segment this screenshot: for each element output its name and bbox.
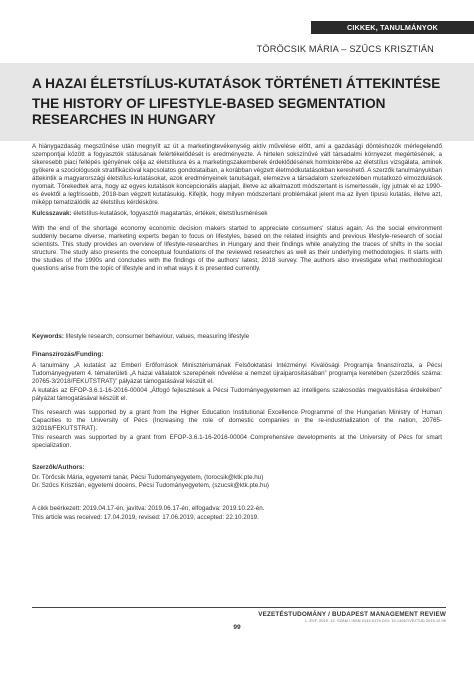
abstract-hungarian: A hiánygazdaság megszűnése után megnyílt az út a marketingtevékenység aktív művelése előtt, ami a gazdasági döntéshozók mérlegelendő szempontjai között a fogyasztók státusának felértékelődését is eredményezte. A hirtelen sokszínűvé vált társadalmi környezet megértésének, a sikeresebb piaci fellépés igényének célja az életstílusra és a marketingszakemberek érdeklődésének homlokterébe az életstílus vizsgálata, aminek gyökere a szociológusok stratifikációval kapcsolatos gondolataiban, a korábban végzett életmódkutatásokban kereshető. A szerzők tanulmányukban áttekintik a magyarországi életstílus-kutatásokat, azok eredményeinek tanulságait, elemezve a társadalom szerkezetében mutatkozó elmozdulások nyomait. Törekedtek arra, hogy az egyes kutatások koncepcionális alapjait, illetve az alkalmazott módszertant is ismertessék, így jutnak el az 1990-es évektől a legfrissebb, 2018-ban végzett kutatásukig. Kifejtik, hogy milyen módszertani problémákat jelent ma az ilyen típusú kutatás, illetve azt, miképp tematizálódik az életstílus kérdésköre. [32, 143, 442, 207]
abstract-english: With the end of the shortage economy economic decision makers started to appreciate consumers' status again. As the social environment suddenly became diverse, marketing experts began to focus on lifestyles, based on the related insights and previous lifestyle-research of social scientists. This study provides an overview of lifestyle-researches in Hungary and their findings while analyzing the traces of shifts in the social structure. The study also presents the conceptual foundations of the reviewed researches as well as their underlying methodologies. It starts with the studies of the 1990s and concludes with the findings of the authors' latest, 2018 survey. The authors also investigate what methodological questions arise from the topic of lifestyle and in what ways it is presented currently. [32, 225, 442, 273]
keywords-hungarian [32, 210, 442, 218]
funding-en-1: This research was supported by a grant from the Higher Education Institutional Excellence Programme of the Hungarian Ministry of Human Capacities to the University of Pécs (Increasing the role of domestic companies in the re-industrialization of the nation, 20765-3/2018/FEKUTSTRAT). [32, 409, 442, 433]
keywords-value-en: lifestyle research, consumer behaviour, values, measuring lifestyle [65, 333, 250, 340]
funding-hu-2: A kutatás az EFOP-3.6.1-16-2016-00004 „Átfogó fejlesztések a Pécsi Tudományegyetemen az intelligens szakosodás megvalósítása érdekében” pályázat támogatásával készült el. [32, 387, 442, 403]
title-block [0, 63, 474, 141]
keywords-value-hu: életstílus-kutatások, fogyasztói magatartás, értékek, életstílusmérések [73, 210, 268, 217]
issue-info: L. ÉVF. 2019. 12. SZÁM / ISSN 0133-0179 DOI: 10.14267/VEZTUD.2019.12.09 [304, 619, 446, 623]
journal-name: VEZETÉSTUDOMÁNY / BUDAPEST MANAGEMENT REVIEW [258, 611, 446, 618]
keywords-label-en: Keywords: [32, 333, 64, 340]
author-2-info: Dr. Szűcs Krisztián, egyetemi docens, Pécsi Tudományegyetem, (szucsk@ktk.pte.hu) [32, 482, 269, 489]
title-english: THE HISTORY OF LIFESTYLE-BASED SEGMENTATION RESEARCHES IN HUNGARY [32, 96, 386, 127]
funding-en-2: This research was supported by a grant from EFOP-3.6.1-16-2016-00004 Comprehensive developments at the University of Pécs for smart specialization. [32, 434, 442, 450]
received-dates-hu: A cikk beérkezett: 2019.04.17-én, javítva: 2019.06.17-én, elfogadva: 2019.10.22-én. [32, 505, 265, 512]
page-number: 99 [233, 624, 241, 631]
author-1-info: Dr. Törőcsik Mária, egyetemi tanár, Pécsi Tudományegyetem, (torocsik@ktk.pte.hu) [32, 474, 264, 481]
received-dates-en: This article was received: 17.04.2019, revised: 17.06.2019, accepted: 22.10.2019. [32, 514, 259, 521]
author-names: TÖRÖCSIK MÁRIA – SZŰCS KRISZTIÁN [256, 44, 434, 54]
authors-heading: Szerzők/Authors: [32, 464, 85, 471]
title-hungarian: A HAZAI ÉLETSTÍLUS-KUTATÁSOK TÖRTÉNETI ÁTTEKINTÉSE [32, 76, 441, 91]
keywords-label-hu: Kulcsszavak: [32, 210, 72, 217]
keywords-english [32, 333, 442, 341]
funding-heading: Finanszírozás/Funding: [32, 351, 104, 358]
footer-rule [32, 607, 446, 608]
funding-hu-1: A tanulmány „A kutatást az Emberi Erőforrások Minisztériumának Felsőoktatási Intézményi Kiválósági Programja finanszírozta, a Pécsi Tudományegyetem 4. tématerületi „A hazai vállalatok szerepének növelése a nemzet újraiparosításában” programja keretében (szerződés száma: 20765-3/2018/FEKUTSTRAT)” pályázat támogatásával készült el. [32, 362, 442, 386]
section-label: CIKKEK, TANULMÁNYOK [311, 21, 474, 34]
